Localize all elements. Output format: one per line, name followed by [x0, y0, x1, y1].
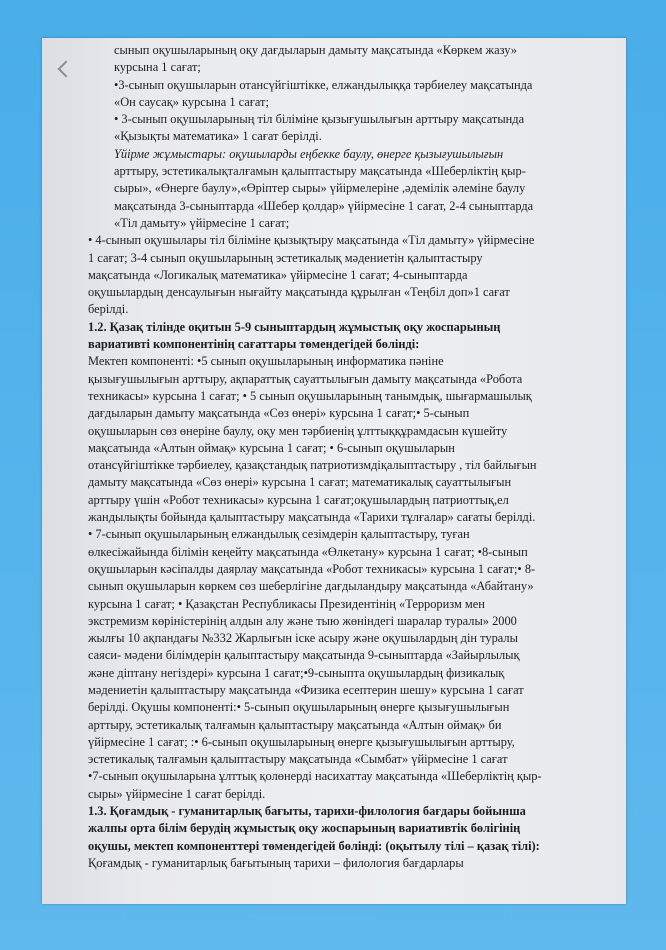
text-line: арттыру, эстетикалықталғамын қалыптастыру мақсатында «Шеберліктің қыр-	[114, 164, 526, 179]
text-line: Мектеп компоненті: •5 сынып оқушыларының информатика пәніне	[88, 354, 444, 369]
text-line: •3-сынып оқушыларын отансүйгіштікке, елжандылыққа тәрбиелеу мақсатында	[114, 77, 533, 92]
text-line: қызығушылығын арттыру, ақпараттық сауаттылығын дамыту мақсатында «Робота	[88, 371, 523, 386]
text-line: курсына 1 сағат;	[114, 60, 201, 75]
text-line: экстремизм көріністерінің алдын алу және тыю жөніндегі шаралар туралы» 2000	[88, 613, 517, 628]
text-line: жылғы 10 ақпандағы №332 Жарлығын іске асыру және оқушылардың дін туралы	[88, 631, 518, 646]
section-heading: оқушы, мектеп компоненттері төмендегідей бөлінді: (оқытылу тілі – қазақ тілі):	[88, 838, 540, 853]
text-line: мақсатында 3-сыныптарда «Шебер қолдар» үйірмесіне 1 сағат, 2-4 сыныптарда	[114, 198, 534, 213]
text-line: мақсатында «Логикалық математика» үйірмесіне 1 сағат; 4-сыныптарда	[88, 267, 468, 282]
text-line: 1 сағат; 3-4 сынып оқушыларының эстетикалық мәдениетін қалыптастыру	[88, 250, 483, 265]
text-line: үйірмесіне 1 сағат; :• 6-сынып оқушыларының өнерге қызығушылығын арттыру,	[88, 734, 515, 749]
text-line: өлкесіжайында білімін кеңейту мақсатында «Өлкетану» курсына 1 сағат; •8-сынып	[88, 544, 528, 559]
section-heading: вариативті компонентінің сағаттары төмендегідей бөлінді:	[88, 337, 420, 352]
text-line: отансүйгіштікке тәрбиелеу, қазақстандық патриотизмдіқалыптастыру , тіл байлығын	[88, 458, 537, 473]
text-line: • 4-сынып оқушылары тіл біліміне қызықтыру мақсатында «Тіл дамыту» үйірмесіне	[88, 233, 535, 248]
text-line: «Он саусақ» курсына 1 сағат;	[114, 94, 269, 109]
text-line: курсына 1 сағат; • Қазақстан Республикасы Президентінің «Терроризм мен	[88, 596, 485, 611]
section-heading: 1.2. Қазақ тілінде оқитын 5-9 сыныптардың жұмыстық оқу жоспарының	[88, 319, 501, 334]
section-heading: жалпы орта білім берудің жұмыстық оқу жоспарының вариативтік бөлігінің	[88, 821, 521, 836]
text-line: оқушыларын сөз өнеріне баулу, оқу мен тәрбиенің ұлттыққұрамдасын күшейту	[88, 423, 508, 438]
text-line: мәдениетін қалыптастыру мақсатында «Физика есептерин шешу» курсына 1 сағат	[88, 682, 524, 697]
text-line: оқушыларын кәсіпалды даярлау мақсатында «Робот техникасы» курсына 1 сағат;• 8-	[88, 561, 536, 576]
text-line: «Тіл дамыту» үйірмесіне 1 сағат;	[114, 215, 290, 230]
text-line: сыры», «Өнерге баулу»,«Өріптер сыры» үйірмелеріне ,әдемілік әлеміне баулу	[114, 181, 526, 196]
text-line: • 7-сынып оқушыларының елжандылық сезімдерін қалыптастыру, туған	[88, 527, 470, 542]
text-line: сынып оқушыларын көркем сөз шеберлігіне дағдыландыру мақсатында «Абайтану»	[88, 579, 534, 594]
text-line: •7-сынып оқушыларына ұлттық қолөнерді насихаттау мақсатында «Шеберліктің қыр-	[88, 769, 542, 784]
text-line: • 3-сынып оқушыларының тіл біліміне қызығушылығын арттыру мақсатында	[114, 112, 525, 127]
text-line: Қоғамдық - гуманитарлық бағытының тарихи – филология бағдарлары	[88, 855, 464, 870]
text-line: және діптану негіздері» курсына 1 сағат;•9-сыныпта оқушылардың физикалық	[88, 665, 505, 680]
text-line: сыры» үйірмесіне 1 сағат берілді.	[88, 786, 266, 801]
text-line: мақсатында «Алтын оймақ» курсына 1 сағат; • 6-сынып оқушыларын	[88, 440, 455, 455]
text-line: дамыту мақсатында «Сөз өнері» курсына 1 сағат; математикалық сауаттылығын	[88, 475, 512, 490]
document-text	[88, 42, 603, 872]
text-line: жандылықты бойында қалыптастыру мақсатында «Тарихи тұлғалар» сағаты берілді.	[88, 510, 536, 525]
text-line: оқушылардың денсаулығын нығайту мақсатында құрылған «Теңбіл доп»1 сағат	[88, 285, 510, 300]
text-line: берілді. Оқушы компоненті:• 5-сынып оқушыларының өнерге қызығушылығын	[88, 700, 510, 715]
section-heading: 1.3. Қоғамдық - гуманитарлық бағыты, тарихи-филология бағдары бойынша	[88, 804, 526, 819]
text-line: Үйірме жұмыстары: оқушыларды еңбекке баулу, өнерге қызығушылығын	[114, 146, 504, 161]
text-line: дағдыларын дамыту мақсатында «Сөз өнері» курсына 1 сағат;• 5-сынып	[88, 406, 470, 421]
text-line: арттыру үшін «Робот техникасы» курсына 1 сағат;оқушылардың патриоттық,ел	[88, 492, 509, 507]
text-line: берілді.	[88, 302, 129, 317]
text-line: техникасы» курсына 1 сағат; • 5 сынып оқушыларының танымдық, шығармашылық	[88, 388, 532, 403]
text-line: эстетикалық талғамын қалыптастыру мақсатында «Сымбат» үйірмесіне 1 сағат	[88, 752, 508, 767]
text-line: саяси- мәдени білімдерін қалыптастыру мақсатында 9-сыныптарда «Зайырлылық	[88, 648, 520, 663]
text-line: сынып оқушыларының оқу дағдыларын дамыту мақсатында «Көркем жазу»	[114, 43, 517, 57]
text-line: «Қызықты математика» 1 сағат берілді.	[114, 129, 322, 144]
text-line: арттыру, эстетикалық талғамын қалыптастыру мақсатында «Алтын оймақ» би	[88, 717, 502, 732]
